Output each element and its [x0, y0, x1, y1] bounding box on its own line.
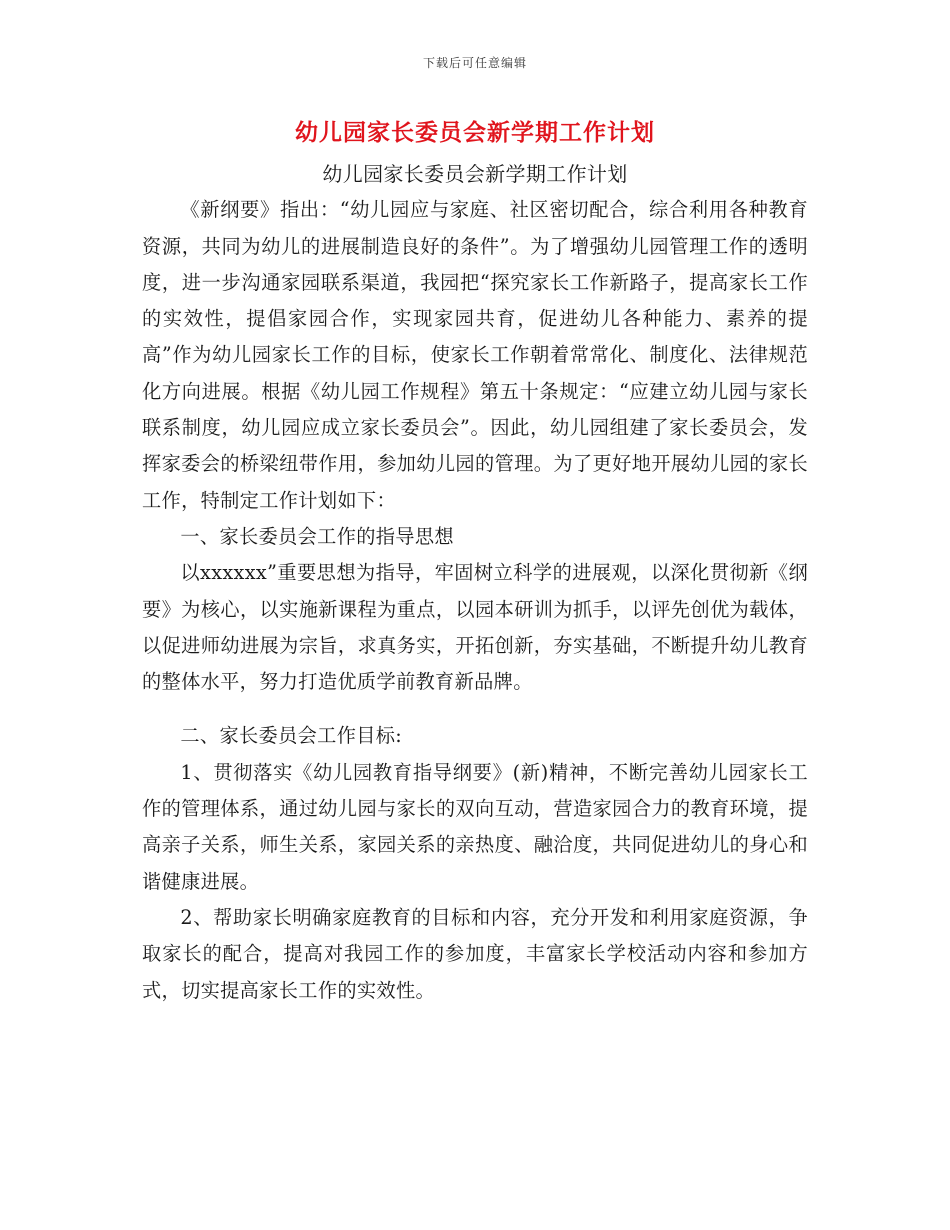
- paragraph-intro: 《新纲要》指出：“幼儿园应与家庭、社区密切配合，综合利用各种教育资源，共同为幼儿的进展制造良好的条件”。为了增强幼儿园管理工作的透明度，进一步沟通家园联系渠道，我园把“探究家长工作新路子，提高家长工作的实效性，提倡家园合作，实现家园共育，促进幼儿各种能力、素养的提高”作为幼儿园家长工作的目标，使家长工作朝着常常化、制度化、法律规范化方向进展。根据《幼儿园工作规程》第五十条规定：“应建立幼儿园与家长联系制度，幼儿园应成立家长委员会”。因此，幼儿园组建了家长委员会，发挥家委会的桥梁纽带作用，参加幼儿园的管理。为了更好地开展幼儿园的家长工作，特制定工作计划如下：: [142, 198, 808, 512]
- paragraph-goal-2: 2、帮助家长明确家庭教育的目标和内容，充分开发和利用家庭资源，争取家长的配合，提高对我园工作的参加度，丰富家长学校活动内容和参加方式，切实提高家长工作的实效性。: [142, 905, 808, 1002]
- paragraph-goal-1: 1、贯彻落实《幼儿园教育指导纲要》(新)精神，不断完善幼儿园家长工作的管理体系，通过幼儿园与家长的双向互动，营造家园合力的教育环境，提高亲子关系，师生关系，家园关系的亲热度、融洽度，共同促进幼儿的身心和谐健康进展。: [142, 760, 808, 893]
- document-body: [142, 156, 808, 1009]
- header-note: 下载后可任意编辑: [422, 56, 527, 70]
- section-heading-work-goals: 二、家长委员会工作目标:: [180, 724, 403, 748]
- paragraph-guiding-ideology: 以xxxxxx”重要思想为指导，牢固树立科学的进展观，以深化贯彻新《纲要》为核心，以实施新课程为重点，以园本研训为抓手，以评先创优为载体，以促进师幼进展为宗旨，求真务实，开拓创新，夯实基础，不断提升幼儿教育的整体水平，努力打造优质学前教育新品牌。: [142, 561, 808, 694]
- document-title: 幼儿园家长委员会新学期工作计划: [295, 119, 655, 146]
- section-heading-guiding-ideology: 一、家长委员会工作的指导思想: [180, 524, 454, 548]
- document-subtitle: 幼儿园家长委员会新学期工作计划: [322, 162, 628, 186]
